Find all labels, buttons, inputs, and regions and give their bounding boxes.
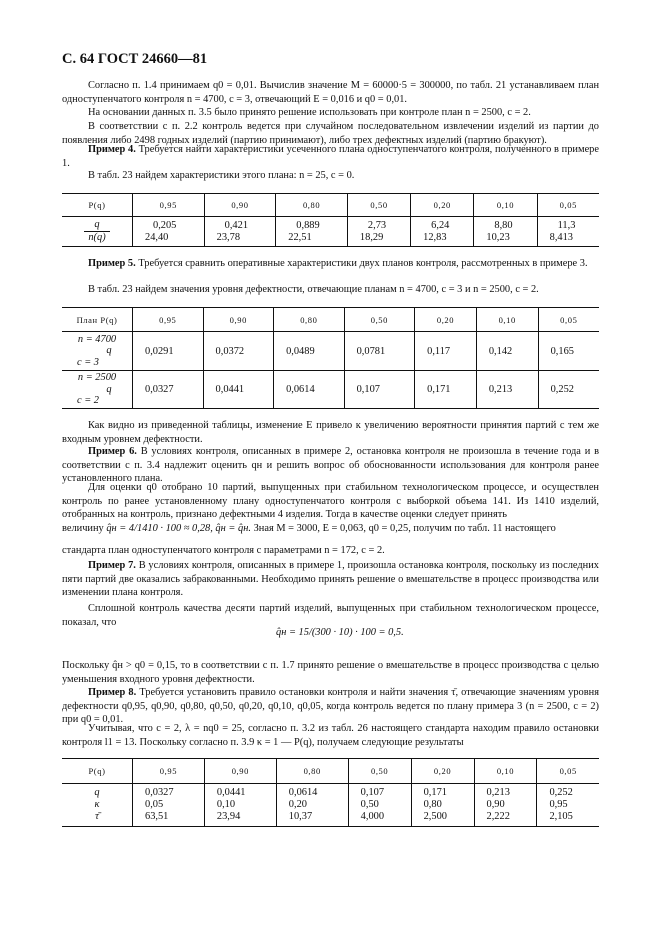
table-2-cell: 0,0291 [133, 332, 204, 371]
table-3-col: 0,20 [411, 759, 474, 784]
table-3-cell: 0,107 0,50 4,000 [348, 784, 411, 827]
table-1-header-label: P(q) [62, 194, 133, 217]
formula-2: q̂н = 15/(300 · 10) · 100 = 0,5. [276, 627, 404, 638]
paragraph-example-7 [62, 559, 599, 600]
table-2-row-1-label: n = 4700 q c = 3 [62, 332, 133, 371]
table-2-col: 0,05 [538, 308, 599, 332]
table-3-cell: 0,0441 0,10 23,94 [204, 784, 276, 827]
table-3-col: 0,10 [474, 759, 537, 784]
table-2-cell: 0,0327 [133, 371, 204, 409]
table-2-cell: 0,165 [538, 332, 599, 371]
example-6-text: В условиях контроля, описанных в примере 2, остановка контроля не произошла в течение года и в соответствии с п. 3.4 надлежит оценить qн и решить вопрос об обоснованности использования для контроля ранее установленного плана. [62, 446, 599, 485]
table-2-cell: 0,0441 [203, 371, 274, 409]
paragraph-7: В табл. 23 найдем значения уровня дефектности, отвечающие планам n = 4700, c = 3 и n = 2500, c = 2. [88, 284, 539, 295]
table-2-cell: 0,0489 [274, 332, 345, 371]
example-8-text: Требуется установить правило остановки контроля и найти значения τ̄, отвечающие значениям уровня дефектности q0,95, q0,90, q0,80, q0,50, q0,20, q0,10, q0,05, когда контроль ведется по плану примера 3 (n = 2500, c = 2) при q0 = 0,01. [62, 687, 599, 726]
table-1-cell: 6,24 12,83 [411, 217, 474, 247]
example-4-text: Требуется найти характеристики усеченного плана одноступенчатого контроля, полученного в примере 1. [62, 144, 599, 169]
table-3-cell: 0,252 0,95 2,105 [537, 784, 599, 827]
formula-1-prefix: величину [62, 523, 104, 534]
page-header: С. 64 ГОСТ 24660—81 [62, 51, 208, 67]
example-4-label: Пример 4. [88, 144, 136, 155]
table-1-row-labels [62, 217, 133, 247]
paragraph-example-8 [62, 686, 599, 727]
table-3-col: 0,90 [204, 759, 276, 784]
paragraph-8: Как видно из приведенной таблицы, изменение E привело к увеличению вероятности принятия партий с тем же входным уровнем дефектности. [62, 420, 599, 445]
table-3-row-labels: q κ τ̄ [62, 784, 133, 827]
table-3-col: 0,80 [276, 759, 348, 784]
table-3-cell: 0,0614 0,20 10,37 [276, 784, 348, 827]
paragraph-3: В соответствии с п. 2.2 контроль ведется при случайном последовательном извлечении изделий из партии до появления либо 2498 годных изделий (партию принимают), либо трех дефектных изделий (партию бракуют). [62, 121, 599, 146]
table-2-col: 0,90 [203, 308, 274, 332]
table-3-col: 0,05 [537, 759, 599, 784]
table-3-col: 0,95 [133, 759, 205, 784]
row-label-nq: n(q) [88, 232, 106, 243]
formula-line-1 [62, 523, 556, 534]
table-2-col: 0,20 [415, 308, 477, 332]
paragraph-5: В табл. 23 найдем характеристики этого плана: n = 25, c = 0. [88, 170, 355, 181]
table-2-col: 0,80 [274, 308, 345, 332]
table-1-col: 0,80 [276, 194, 348, 217]
table-1-cell: 8,80 10,23 [474, 217, 537, 247]
table-2-col: 0,10 [476, 308, 538, 332]
table-2-cell: 0,117 [415, 332, 477, 371]
example-6-label: Пример 6. [88, 446, 137, 457]
table-1-col: 0,90 [204, 194, 276, 217]
table-1-cell: 11,3 8,413 [537, 217, 599, 247]
example-7-label: Пример 7. [88, 560, 136, 571]
table-2-cell: 0,213 [476, 371, 538, 409]
paragraph-example-6 [62, 445, 599, 486]
table-2-cell: 0,142 [476, 332, 538, 371]
table-3-cell: 0,171 0,80 2,500 [411, 784, 474, 827]
table-1-cell: 2,73 18,29 [347, 217, 410, 247]
table-1-col: 0,10 [474, 194, 537, 217]
paragraph-2: На основании данных п. 3.5 было принято решение использовать при контроле план n = 2500, c = 2. [88, 107, 531, 118]
formula-1-suffix: Зная M = 3000, E = 0,063, q0 = 0,25, получим по табл. 11 настоящего [253, 523, 556, 534]
example-5-label: Пример 5. [88, 258, 136, 269]
table-2-cell: 0,0372 [203, 332, 274, 371]
table-2-cell: 0,0781 [344, 332, 415, 371]
paragraph-12: Сплошной контроль качества десяти партий изделий, выпущенных при стабильном технологическом процессе, показал, что [62, 603, 599, 628]
example-5-text: Требуется сравнить оперативные характеристики двух планов контроля, рассмотренных в примере 3. [135, 258, 588, 269]
table-1-col: 0,05 [537, 194, 599, 217]
table-3-cell: 0,0327 0,05 63,51 [133, 784, 205, 827]
table-3-cell: 0,213 0,90 2,222 [474, 784, 537, 827]
table-2-cell: 0,171 [415, 371, 477, 409]
table-1-col: 0,50 [347, 194, 410, 217]
example-8-label: Пример 8. [88, 687, 137, 698]
paragraph-example-5 [62, 257, 599, 271]
formula-1: q̂н = 4/1410 · 100 ≈ 0,28, q̂н = q̂н. [106, 523, 251, 534]
table-1 [62, 193, 599, 247]
paragraph-10-end: стандарта план одноступенчатого контроля с параметрами n = 172, c = 2. [62, 545, 385, 556]
example-7-text: В условиях контроля, описанных в примере 1, произошла остановка контроля, поскольку из последних пяти партий две оказались забракованными. Необходимо принять решение о вмешательстве в процесс производства или изменении плана контроля. [62, 560, 599, 599]
table-2-row-2-label: n = 2500 q c = 2 [62, 371, 133, 409]
table-3-col: 0,50 [348, 759, 411, 784]
table-3-header-label: P(q) [62, 759, 133, 784]
paragraph-15: Учитывая, что c = 2, λ = nq0 = 25, согласно п. 3.2 из табл. 26 настоящего стандарта находим правило остановки контроля l1 = 13. Поскольку согласно п. 3.9 κ = 1 — P(q), получаем следующие результаты [62, 723, 599, 748]
table-1-col: 0,95 [133, 194, 205, 217]
paragraph-1: Согласно п. 1.4 принимаем q0 = 0,01. Вычислив значение M = 60000·5 = 300000, по табл. 21 устанавливаем план одноступенчатого контроля n = 4700, c = 3, отвечающий E = 0,016 и q0 = 0,01. [62, 80, 599, 105]
table-2-cell: 0,0614 [274, 371, 345, 409]
table-2-col: 0,50 [344, 308, 415, 332]
table-1-cell: 0,205 24,40 [133, 217, 205, 247]
table-2-cell: 0,107 [344, 371, 415, 409]
table-3 [62, 758, 599, 827]
table-2-header-label: План P(q) [62, 308, 133, 332]
table-2 [62, 307, 599, 409]
paragraph-example-4 [62, 143, 599, 170]
row-label-q: q [84, 219, 110, 232]
table-2-cell: 0,252 [538, 371, 599, 409]
paragraph-13: Поскольку q̂н > q0 = 0,15, то в соответствии с п. 1.7 принято решение о вмешательстве в процесс производства с целью уменьшения входного уровня дефектности. [62, 660, 599, 685]
table-1-cell: 0,889 22,51 [276, 217, 348, 247]
table-1-col: 0,20 [411, 194, 474, 217]
paragraph-10: Для оценки q0 отобрано 10 партий, выпущенных при стабильном технологическом процессе, и осуществлен контроль по ранее установленному плану одноступенчатого контроля с выборкой объема 141. Из 1410 изделий, отобранных на контроль, признано дефектными 4 изделия. Тогда в качестве оценки следует принять [62, 482, 599, 521]
table-1-cell: 0,421 23,78 [204, 217, 276, 247]
table-2-col: 0,95 [133, 308, 204, 332]
